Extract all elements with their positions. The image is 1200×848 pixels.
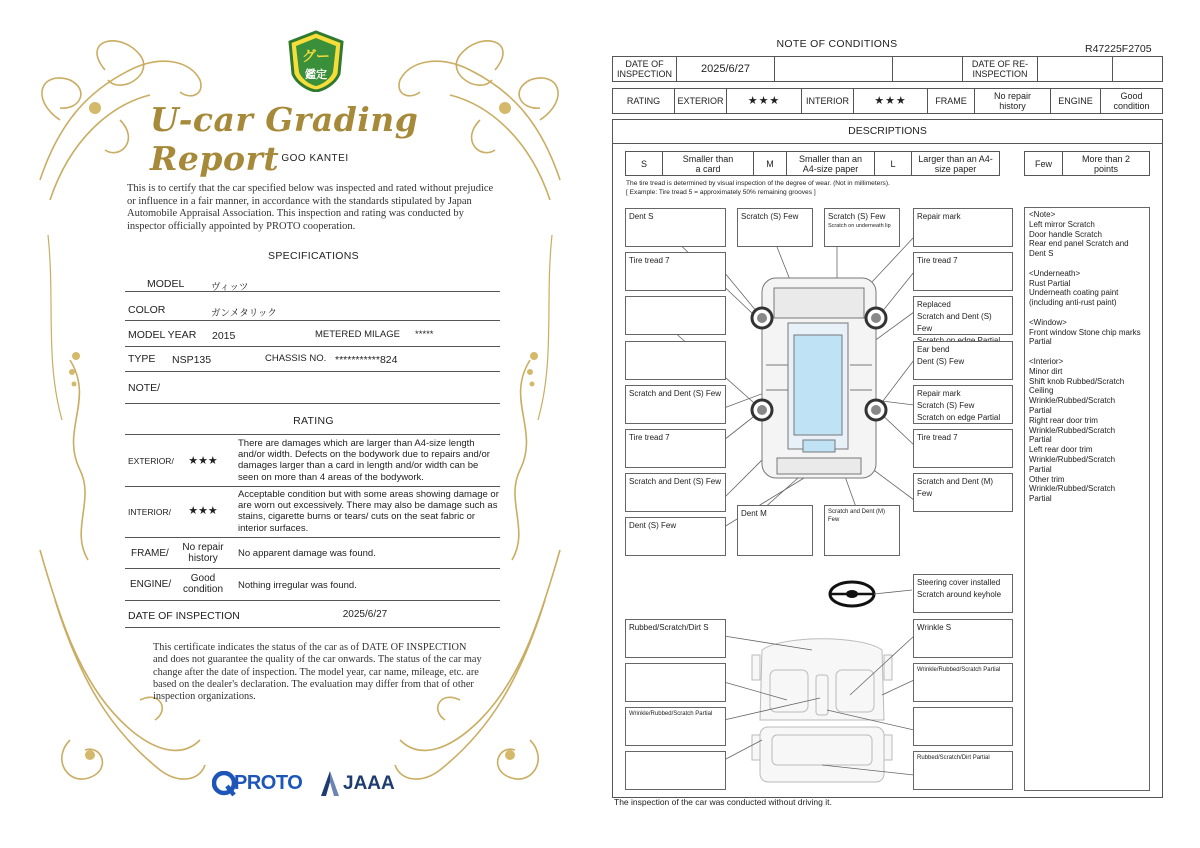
rating-row [612,88,1163,114]
spec-row-color [125,292,500,321]
notes-line: Ceiling [1029,386,1054,396]
int-note-rubbed-dirt-s: Rubbed/Scratch/Dirt S [625,619,726,658]
ext-note-ear-bend-a: Ear bend [917,345,950,354]
goo-kantei-badge-icon [287,30,345,92]
descriptions-heading: DESCRIPTIONS [612,119,1163,144]
noc-interior-stars: ★★★ [854,89,928,113]
notes-line: Rust Partial [1029,278,1071,288]
int-note-wrinkle-s: Wrinkle S [913,619,1013,658]
rating-row-date [125,601,500,628]
noc-title: NOTE OF CONDITIONS [776,38,898,50]
proto-logo-text: PROTO [234,772,303,794]
date-of-inspection-value: 2025/6/27 [677,57,775,81]
notes-column [1024,207,1150,791]
spec-row-note [125,372,500,404]
notes-line: (including anti-rust paint) [1029,298,1117,308]
ext-note-empty-1 [625,296,726,335]
inspection-footnote: The inspection of the car was conducted without driving it. [614,797,832,807]
noc-reference-number: R47225F2705 [1085,43,1152,55]
notes-line: <Underneath> [1029,268,1081,278]
date-value: 2025/6/27 [342,609,388,620]
tire-note-1: The tire tread is determined by visual inspection of the degree of wear. (Not in millimeters). [626,180,890,187]
few-legend [1024,151,1150,176]
legend-s-desc: Smaller than a card [663,152,754,175]
rating-label: RATING [613,89,675,113]
ext-note-replaced-b: Scratch and Dent (S) Few [917,312,992,333]
mileage-label: METERED MILAGE [315,329,400,340]
model-year-label: MODEL YEAR [128,329,197,341]
reinspection-label: DATE OF RE-INSPECTION [963,57,1038,81]
int-note-rubbed-dirt-partial: Rubbed/Scratch/Dirt Partial [913,751,1013,790]
steering-note-b: Scratch around keyhole [917,590,1002,599]
note-label: NOTE/ [128,382,161,394]
model-year-value: 2015 [212,330,236,342]
report-subtitle: GOO KANTEI [281,153,349,164]
rating-row-engine [125,569,500,601]
engine-description: Nothing irregular was found. [238,580,357,591]
notes-line: Other trim [1029,474,1065,484]
notes-line [1029,308,1145,318]
tire-note-2: [ Example: Tire tread 5 = approximately 50% remaining grooves ] [626,189,816,196]
rating-top-rule [125,434,500,435]
notes-line [1029,259,1145,269]
chassis-value: ***********824 [335,354,398,366]
ext-note-scratch-dent-rear-left: Scratch and Dent (S) Few [625,473,726,512]
spec-row-year [125,321,500,347]
rating-row-frame [125,538,500,569]
notes-line: Left rear door trim [1029,445,1093,455]
steering-wheel-icon [830,582,874,606]
ext-note-tire-front-right: Tire tread 7 [913,252,1013,291]
date-empty-cell [775,57,893,81]
steering-note-a: Steering cover installed [917,578,1001,587]
ext-note-dent-m: Dent M [737,505,813,556]
ext-note-repair-mark-2-a: Repair mark [917,389,961,398]
jaaa-logo-text: JAAA [343,773,395,794]
legend-l-desc: Larger than an A4-size paper [918,153,993,174]
notes-line: Minor dirt [1029,366,1063,376]
notes-line: Wrinkle/Rubbed/Scratch [1029,484,1116,494]
notes-line: Rear end panel Scratch and [1029,239,1129,249]
report-title: U-car Grading Report [150,100,419,178]
rating-heading: RATING [293,415,334,427]
ext-note-replaced [913,296,1013,335]
rating-row-interior [125,487,500,538]
notes-line: Underneath coating paint [1029,288,1119,298]
model-label: MODEL [147,278,185,290]
ext-note-repair-mark-2 [913,385,1013,424]
chassis-label: CHASSIS NO. [265,353,327,364]
int-note-empty-2 [913,707,1013,746]
legend-m: M [754,152,787,175]
jaaa-logo-icon [319,770,341,798]
interior-stars: ★★★ [188,505,218,517]
noc-engine-value: Good condition [1113,91,1150,111]
mileage-value: ***** [415,329,434,340]
notes-line: Partial [1029,464,1052,474]
ext-note-scratch-dent-m: Scratch and Dent (M) Few [913,473,1013,512]
notes-line: <Note> [1029,210,1056,219]
notes-line: Door handle Scratch [1029,229,1102,239]
notes-line: <Window> [1029,317,1067,327]
exterior-description: There are damages which are larger than A4-size length and/or width. Defects on the bodywork due to repairs and/or damages larger than a card in length and/or width can be seen on more than 4 areas of the bodywork. [238,438,490,483]
date-empty-cell-2 [893,57,963,81]
ext-note-dent-s-few: Dent (S) Few [625,517,726,556]
ext-note-empty-2 [625,341,726,380]
notes-line: Partial [1029,337,1052,347]
proto-logo-icon [212,771,236,797]
type-label: TYPE [128,353,156,365]
notes-line: Wrinkle/Rubbed/Scratch [1029,454,1116,464]
reinspection-value [1038,57,1113,81]
notes-line: Left mirror Scratch [1029,219,1095,229]
notes-line [1029,347,1145,357]
color-label: COLOR [128,304,166,316]
noc-engine-label: ENGINE [1051,89,1101,113]
ext-note-scratch-dent-m-rear: Scratch and Dent (M) Few [824,505,900,556]
spec-row-model [125,270,500,292]
ext-note-scratch-few-1: Scratch (S) Few [737,208,813,247]
notes-line: Right rear door trim [1029,415,1098,425]
int-note-wrinkle-partial-left: Wrinkle/Rubbed/Scratch Partial [625,707,726,746]
date-label: DATE OF INSPECTION [128,610,240,622]
int-note-empty-1 [625,663,726,702]
notes-line: Wrinkle/Rubbed/Scratch [1029,425,1116,435]
legend-s: S [626,152,663,175]
ext-note-scratch-few-2 [824,208,900,247]
int-note-wrinkle-partial: Wrinkle/Rubbed/Scratch Partial [913,663,1013,702]
noc-frame-label: FRAME [928,89,975,113]
size-legend [625,151,1000,176]
noc-exterior-stars: ★★★ [727,89,802,113]
svg-text:鑑定: 鑑定 [305,68,327,81]
ext-note-repair-mark-2-b: Scratch (S) Few [917,401,975,410]
spec-row-type [125,347,500,372]
ext-note-scratch-lip: Scratch on underneath lip [828,223,891,229]
engine-value: Good condition [182,573,224,595]
notes-line: Shift knob Rubbed/Scratch [1029,376,1125,386]
ext-note-ear-bend [913,341,1013,380]
notes-line: <Interior> [1029,356,1064,366]
ext-note-scratch-few-2-text: Scratch (S) Few [828,212,886,221]
exterior-stars: ★★★ [188,455,218,467]
frame-description: No apparent damage was found. [238,548,376,559]
engine-label: ENGINE/ [130,579,172,590]
ext-note-scratch-dent-left: Scratch and Dent (S) Few [625,385,726,424]
ext-note-repair-mark-2-c: Scratch on edge Partial [917,413,1001,422]
interior-description: Acceptable condition but with some areas showing damage or are worn out excessively. There may also be damage such as stains, cigarette burns or tears/ cuts on the seat fabric or interior surfaces. [238,489,499,534]
certificate-disclaimer: This certificate indicates the status of the car as of DATE OF INSPECTION and does not guarantee the quality of the car onwards. The status of the car may change after the date of inspection. The model year, car name, mileage, etc. are based on the dealer's declaration. The evaluation may differ from that of other inspection organizations. [153,642,482,703]
ext-note-replaced-a: Replaced [917,300,951,309]
ext-note-tire-front-left: Tire tread 7 [625,252,726,291]
specifications-heading: SPECIFICATIONS [268,250,359,262]
noc-frame-value: No repair history [975,89,1051,113]
int-note-empty-3 [625,751,726,790]
ext-note-tire-rear-left: Tire tread 7 [625,429,726,468]
noc-exterior-label: EXTERIOR [675,89,727,113]
ext-note-ear-bend-b: Dent (S) Few [917,357,965,366]
steering-note [913,574,1013,613]
type-value: NSP135 [172,354,212,366]
frame-label: FRAME/ [131,548,169,559]
frame-value: No repair history [182,542,224,564]
exterior-label: EXTERIOR/ [128,456,174,466]
model-value: ヴィッツ [211,282,249,293]
ext-note-tire-rear-right: Tire tread 7 [913,429,1013,468]
notes-line: Dent S [1029,249,1054,259]
notes-line: Wrinkle/Rubbed/Scratch [1029,396,1116,406]
noc-interior-label: INTERIOR [802,89,854,113]
legend-l: L [875,152,912,175]
logos [212,770,402,798]
notes-line: Partial [1029,494,1052,504]
svg-text:グー: グー [302,49,330,65]
certification-statement: This is to certify that the car specified below was inspected and rated without prejudice or influence in a fair manner, in accordance with the standards stipulated by Japan Automobile Appraisal Association. This inspection and rating was conducted by inspector officially appointed by PROTO cooperation. [127,183,494,232]
ext-note-dent-s: Dent S [625,208,726,247]
date-of-inspection-label: DATE OF INSPECTION [613,57,677,81]
notes-line: Partial [1029,405,1052,415]
notes-line: Partial [1029,435,1052,445]
interior-label: INTERIOR/ [128,507,171,517]
legend-m-desc: Smaller than an A4-size paper [787,152,875,175]
rating-row-exterior [125,436,500,487]
color-value: ガンメタリック [211,308,277,319]
date-row [612,56,1163,82]
legend-few-desc: More than 2 points [1081,153,1131,174]
ext-note-repair-mark: Repair mark [913,208,1013,247]
notes-line: Front window Stone chip marks [1029,327,1141,337]
legend-few: Few [1025,152,1063,175]
